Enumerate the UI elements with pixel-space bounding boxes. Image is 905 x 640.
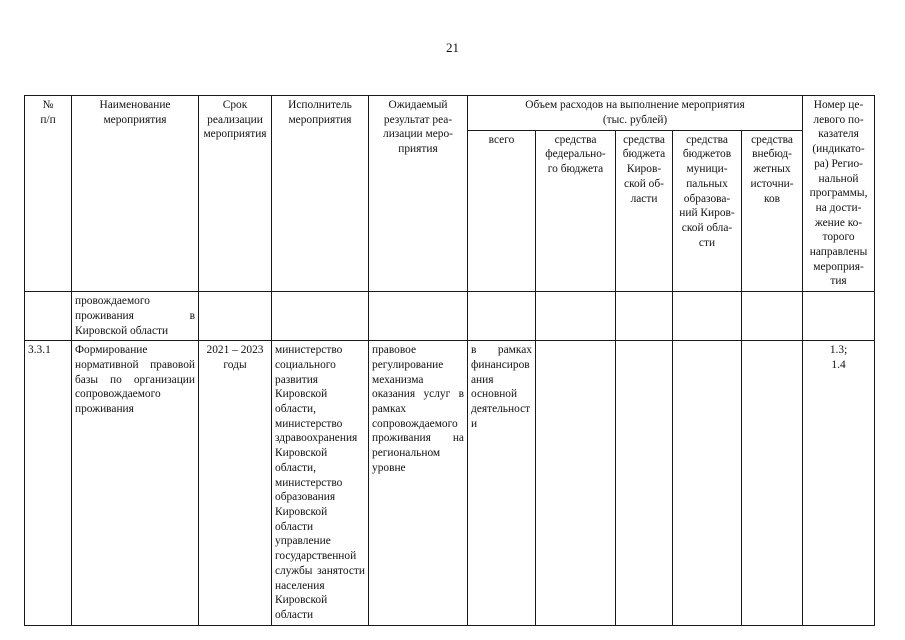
- header-indicator: Номер це- левого по- казателя (индикато- ра) Регио- нальной программы, на дости- жение ко- торого направлены мероприя- тия: [803, 96, 875, 292]
- cell-extra: [742, 292, 803, 341]
- table-row: [25, 341, 875, 625]
- cell-extra: [742, 341, 803, 625]
- table-row: [25, 292, 875, 341]
- header-municipal: средства бюджетов муници- пальных образова- ний Киров- ской обла- сти: [673, 130, 742, 291]
- table-header-row: [25, 96, 875, 131]
- cell-regional: [616, 341, 673, 625]
- header-total: всего: [468, 130, 536, 291]
- cell-regional: [616, 292, 673, 341]
- header-executor: Исполнитель мероприятия: [272, 96, 369, 292]
- cell-executor: [272, 292, 369, 341]
- cell-executor: министерство социального развития Кировской области, министерство здравоохранения Кировской области, министерство образования Кировской области управление государственной службы занятости населения Кировской области: [272, 341, 369, 625]
- cell-name: провождаемого проживания в Кировской области: [72, 292, 199, 341]
- header-term: Срок реализации мероприятия: [199, 96, 272, 292]
- cell-federal: [536, 292, 616, 341]
- cell-result: [369, 292, 468, 341]
- cell-result: правовое регулирование механизма оказания услуг в рамках сопровождаемого проживания на региональном уровне: [369, 341, 468, 625]
- activities-table: [24, 95, 875, 626]
- cell-indicator: [803, 292, 875, 341]
- page-number: 21: [446, 40, 459, 55]
- header-num: № п/п: [25, 96, 72, 292]
- cell-num: [25, 292, 72, 341]
- cell-total: в рамках финансирования основной деятельности: [468, 341, 536, 625]
- header-expenses: Объем расходов на выполнение мероприятия (тыс. рублей): [468, 96, 803, 131]
- cell-name: Формирование нормативной правовой базы по организации сопровождаемого проживания: [72, 341, 199, 625]
- header-federal: средства федерально- го бюджета: [536, 130, 616, 291]
- cell-total: [468, 292, 536, 341]
- cell-term: 2021 – 2023 годы: [199, 341, 272, 625]
- header-extra: средства внебюд- жетных источни- ков: [742, 130, 803, 291]
- cell-indicator: 1.3; 1.4: [803, 341, 875, 625]
- header-result: Ожидаемый результат реа- лизации меро- приятия: [369, 96, 468, 292]
- header-regional: средства бюджета Киров- ской об- ласти: [616, 130, 673, 291]
- cell-num: 3.3.1: [25, 341, 72, 625]
- cell-term: [199, 292, 272, 341]
- header-name: Наименование мероприятия: [72, 96, 199, 292]
- cell-municipal: [673, 341, 742, 625]
- cell-federal: [536, 341, 616, 625]
- cell-municipal: [673, 292, 742, 341]
